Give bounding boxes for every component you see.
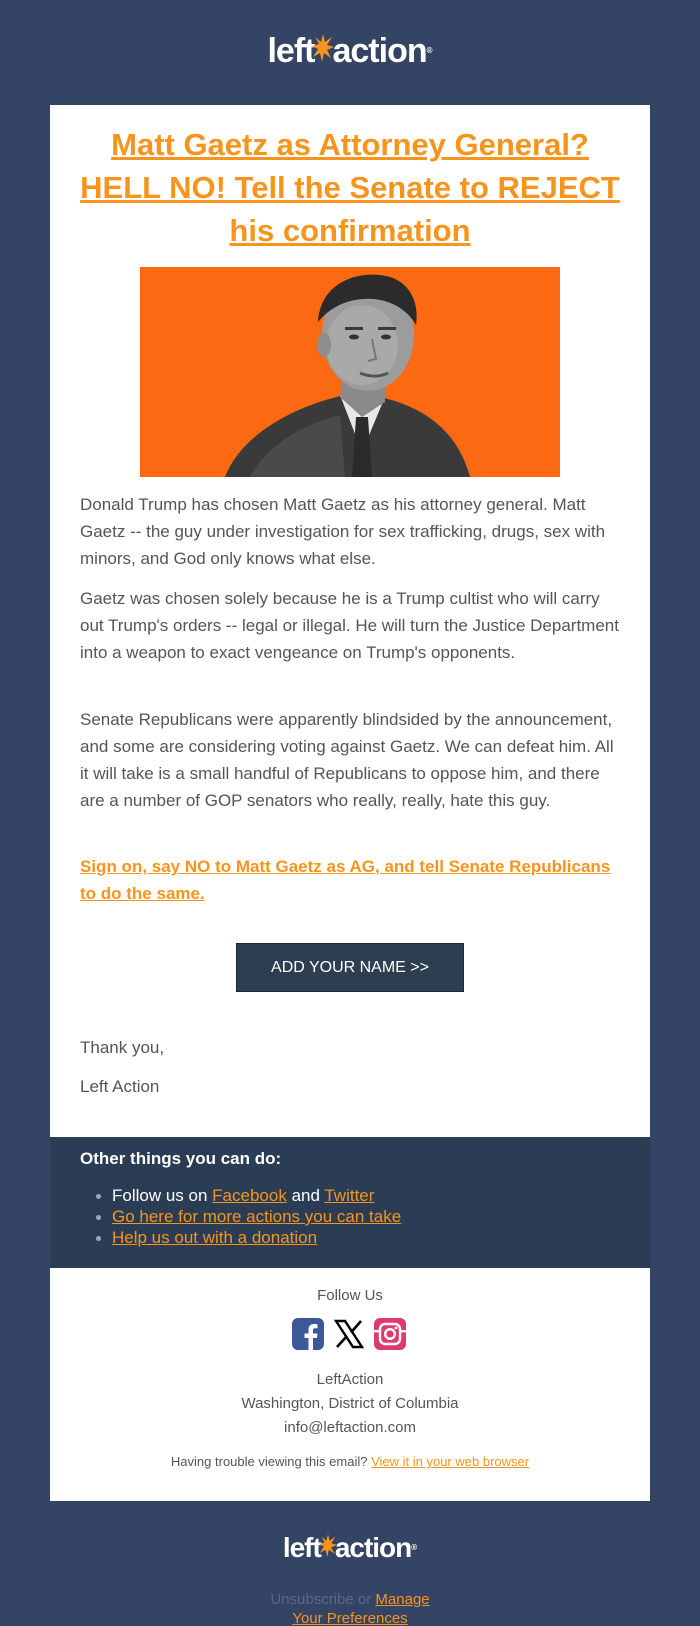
facebook-link[interactable]: Facebook xyxy=(212,1186,287,1205)
logo-left-text: left xyxy=(282,1532,321,1563)
body-paragraph-2: Gaetz was chosen solely because he is a Trump cultist who will carry out Trump's orders -- legal or illegal. He will turn the Justice Department into a weapon to exact vengeance on Trump's opponents. xyxy=(80,589,619,662)
instagram-icon[interactable] xyxy=(374,1318,408,1352)
unsubscribe-line xyxy=(0,1590,700,1626)
logo-registered-mark: ® xyxy=(411,1543,418,1552)
org-email: info@leftaction.com xyxy=(284,1419,416,1436)
follow-us-prefix: Follow us on xyxy=(112,1186,213,1205)
social-icons xyxy=(290,1318,410,1354)
or-text: or xyxy=(353,1591,376,1608)
org-city: Washington, District of Columbia xyxy=(241,1395,459,1412)
leftaction-footer-logo[interactable] xyxy=(0,1528,700,1568)
x-icon[interactable] xyxy=(333,1318,367,1352)
sign-on-link[interactable]: Sign on, say NO to Matt Gaetz as AG, and tell Senate Republicans to do the same. xyxy=(80,857,611,903)
preferences-link[interactable]: Your Preferences xyxy=(292,1610,408,1626)
other-things-title: Other things you can do: xyxy=(80,1149,282,1168)
signoff-text: Left Action xyxy=(80,1077,160,1096)
other-things-list xyxy=(112,1185,401,1248)
twitter-link[interactable]: Twitter xyxy=(324,1186,375,1205)
list-item xyxy=(112,1206,401,1227)
trouble-viewing-text xyxy=(50,1453,650,1471)
thanks-text: Thank you, xyxy=(80,1038,165,1057)
gaetz-portrait-illustration xyxy=(140,267,560,477)
logo-registered-mark: ® xyxy=(426,46,433,55)
other-things-section xyxy=(50,1137,650,1268)
view-in-browser-link[interactable]: View it in your web browser xyxy=(371,1454,530,1469)
body-paragraph-1: Donald Trump has chosen Matt Gaetz as his attorney general. Matt Gaetz -- the guy under investigation for sex trafficking, drugs, sex with minors, and God only knows what else. xyxy=(80,495,606,568)
add-your-name-button[interactable]: ADD YOUR NAME >> xyxy=(236,943,464,992)
facebook-icon[interactable] xyxy=(292,1318,326,1352)
logo-right-text: action xyxy=(334,1532,412,1563)
org-name: LeftAction xyxy=(316,1371,384,1388)
logo-left-text: left xyxy=(267,32,315,70)
logo-right-text: action xyxy=(332,32,427,70)
hero-image[interactable] xyxy=(140,267,560,477)
more-actions-link[interactable]: Go here for more actions you can take xyxy=(112,1207,402,1226)
unsubscribe-link[interactable]: Unsubscribe xyxy=(270,1591,354,1608)
headline-link[interactable]: Matt Gaetz as Attorney General? HELL NO! Tell the Senate to REJECT his confirmation xyxy=(80,127,620,248)
list-item xyxy=(112,1185,401,1206)
and-text: and xyxy=(286,1186,325,1205)
donation-link[interactable]: Help us out with a donation xyxy=(112,1228,318,1247)
leftaction-logo[interactable] xyxy=(0,26,700,76)
follow-us-label: Follow Us xyxy=(317,1287,383,1304)
list-item xyxy=(112,1227,401,1248)
body-paragraph-3: Senate Republicans were apparently blindsided by the announcement, and some are considering voting against Gaetz. We can defeat him. All it will take is a small handful of Republicans to oppose him, and there are a number of GOP senators who really, really, hate this guy. xyxy=(80,710,614,810)
trouble-prefix: Having trouble viewing this email? xyxy=(170,1454,372,1469)
manage-link[interactable]: Manage xyxy=(375,1591,430,1608)
